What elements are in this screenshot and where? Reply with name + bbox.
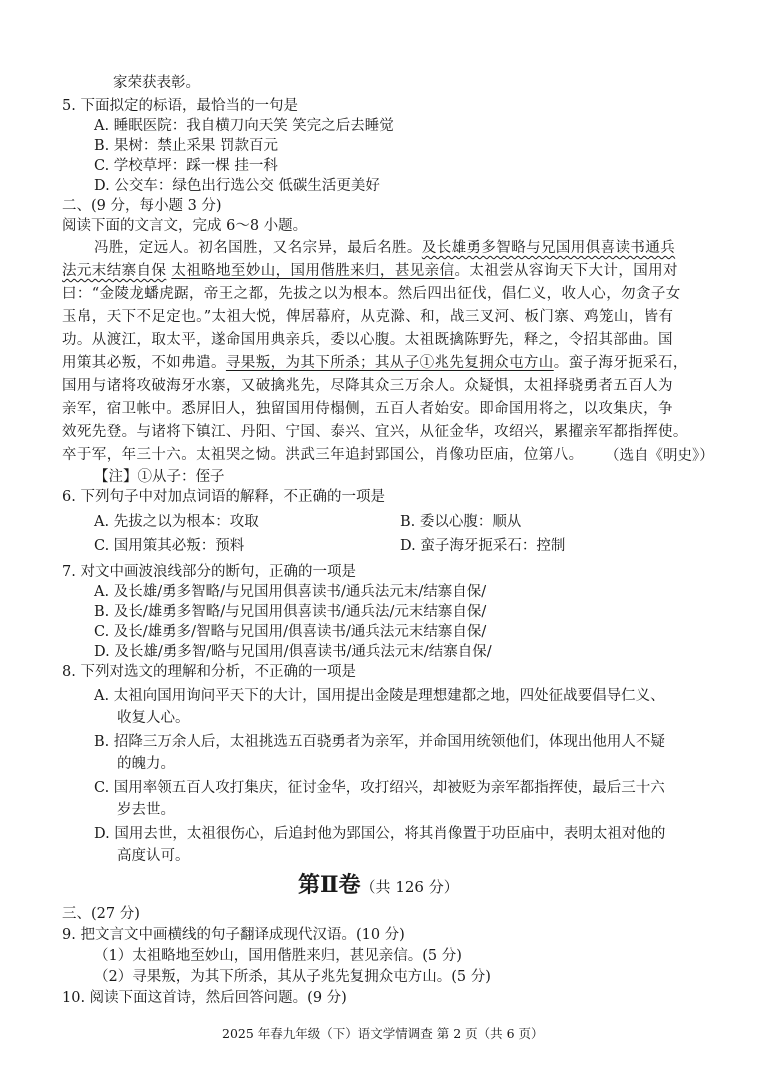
q8-option-b-cont: 的魄力。 bbox=[117, 756, 175, 772]
q7-stem: 7. 对文中画波浪线部分的断句，正确的一项是 bbox=[62, 564, 356, 580]
continued-line: 家荣获表彰。 bbox=[113, 75, 200, 91]
wavy-underlined-text: 及长雄勇多智略与兄国用俱喜读书通兵 bbox=[421, 240, 676, 256]
q8-option-d: D. 国用去世，太祖很伤心，后追封他为郢国公，将其肖像置于功臣庙中，表明太祖对他的 bbox=[94, 826, 666, 842]
q7-option-d: D. 及长雄/勇多智/略与兄国用/俱喜读书/通兵法元末/结寨自保/ bbox=[94, 644, 492, 660]
passage-line-7: 国用与诸将攻破海牙水寨，又破擒兆先，尽降其众三万余人。众疑惧，太祖择骁勇者五百人为 bbox=[62, 378, 673, 394]
passage-source: （选自《明史》） bbox=[605, 448, 714, 464]
passage-line-4: 玉帛，天下不足定也。”太祖大悦，俾居幕府，从克滁、和，战三叉河、板门寨、鸡笼山，皆有 bbox=[62, 309, 674, 325]
q8-option-d-cont: 高度认可。 bbox=[117, 848, 190, 864]
section2-heading: 二、(9 分，每小题 3 分) bbox=[62, 198, 222, 214]
q9-item-1: （1）太祖略地至妙山，国用偕胜来归，甚见亲信。(5 分) bbox=[94, 948, 462, 964]
q8-option-a: A. 太祖向国用询问平天下的大计，国用提出金陵是理想建都之地，四处征战要倡导仁义、 bbox=[94, 688, 665, 704]
q8-stem: 8. 下列对选文的理解和分析，不正确的一项是 bbox=[62, 664, 356, 680]
q7-option-b: B. 及长/雄勇多智略/与兄国用俱喜读书/通兵法/元末结寨自保/ bbox=[94, 604, 487, 620]
q6-option-c: C. 国用策其必叛：预料 bbox=[94, 538, 245, 554]
part2-subtitle: （共 126 分） bbox=[360, 878, 459, 896]
q8-option-a-cont: 收复人心。 bbox=[117, 710, 190, 726]
passage-line-9: 效死先登。与诸将下镇江、丹阳、宁国、泰兴、宜兴，从征金华，攻绍兴，累擢亲军都指挥使。 bbox=[62, 424, 688, 440]
section3-heading: 三、(27 分) bbox=[62, 906, 140, 922]
q8-option-b: B. 招降三万余人后，太祖挑选五百骁勇者为亲军，并命国用统领他们，体现出他用人不疑 bbox=[94, 734, 665, 750]
q9-item-2: （2）寻果叛，为其下所杀，其从子兆先复拥众屯方山。(5 分) bbox=[94, 969, 491, 985]
passage-line-3: 曰：“金陵龙蟠虎踞，帝王之都，先拔之以为根本。然后四出征伐，倡仁义，收人心，勿贪子女 bbox=[62, 286, 681, 302]
passage-line-5: 功。从渡江，取太平，遂命国用典亲兵，委以心腹。太祖既擒陈野先，释之，令招其部曲。国 bbox=[62, 332, 673, 348]
passage-line-10: 卒于军，年三十六。太祖哭之恸。洪武三年追封郢国公，肖像功臣庙，位第八。 bbox=[62, 447, 584, 463]
passage-text: 。蛮子海牙扼采石， bbox=[553, 355, 688, 371]
q5-option-a: A. 睡眠医院：我自横刀向天笑 笑完之后去睡觉 bbox=[94, 118, 394, 134]
part2-title-text: 第Ⅱ卷 bbox=[298, 872, 361, 898]
passage-note: 【注】①从子：侄子 bbox=[94, 469, 225, 485]
q6-option-b: B. 委以心腹：顺从 bbox=[400, 514, 522, 530]
passage-text: 用策其必叛，不如弗遣。 bbox=[62, 355, 226, 371]
q6-stem: 6. 下列句子中对加点词语的解释，不正确的一项是 bbox=[62, 489, 385, 505]
q6-option-a: A. 先拔之以为根本：攻取 bbox=[94, 514, 259, 530]
q5-option-d: D. 公交车：绿色出行选公交 低碳生活更美好 bbox=[94, 178, 380, 194]
passage-line-8: 亲军，宿卫帐中。悉屏旧人，独留国用侍榻侧，五百人者始安。即命国用将之，以攻集庆，争 bbox=[62, 401, 673, 417]
q6-option-d: D. 蛮子海牙扼采石：控制 bbox=[400, 538, 566, 554]
page-footer: 2025 年春九年级（下）语文学情调查 第 2 页（共 6 页） bbox=[222, 1026, 544, 1041]
q10-stem: 10. 阅读下面这首诗，然后回答问题。(9 分) bbox=[62, 990, 347, 1006]
q5-stem: 5. 下面拟定的标语，最恰当的一句是 bbox=[62, 98, 298, 114]
underlined-sentence-2: 寻果叛，为其下所杀；其从子①兆先复拥众屯方山 bbox=[225, 355, 554, 371]
section2-instruction: 阅读下面的文言文，完成 6～8 小题。 bbox=[62, 218, 308, 234]
q7-option-c: C. 及长/雄勇多/智略与兄国用/俱喜读书/通兵法元末结寨自保/ bbox=[94, 624, 487, 640]
q8-option-c: C. 国用率领五百人攻打集庆，征讨金华，攻打绍兴，却被贬为亲军都指挥使，最后三十六 bbox=[94, 780, 665, 796]
passage-line-1 bbox=[94, 238, 675, 258]
passage-line-6 bbox=[62, 353, 688, 373]
q8-option-c-cont: 岁去世。 bbox=[117, 802, 175, 818]
passage-line-2 bbox=[62, 261, 678, 281]
q9-stem: 9. 把文言文中画横线的句子翻译成现代汉语。(10 分) bbox=[62, 927, 405, 943]
passage-text: 。太祖尝从容询天下大计，国用对 bbox=[454, 263, 678, 279]
part2-title bbox=[298, 872, 459, 898]
wavy-underlined-text: 法元末结寨自保 bbox=[62, 263, 167, 279]
passage-text: 冯胜，定远人。初名国胜，又名宗异，最后名胜。 bbox=[94, 240, 422, 256]
underlined-sentence-1: 太祖略地至妙山，国用偕胜来归，甚见亲信 bbox=[171, 263, 455, 279]
q5-option-b: B. 果树：禁止采果 罚款百元 bbox=[94, 138, 278, 154]
q5-option-c: C. 学校草坪：踩一棵 挂一科 bbox=[94, 158, 278, 174]
q7-option-a: A. 及长雄/勇多智略/与兄国用俱喜读书/通兵法元末/结寨自保/ bbox=[94, 584, 487, 600]
